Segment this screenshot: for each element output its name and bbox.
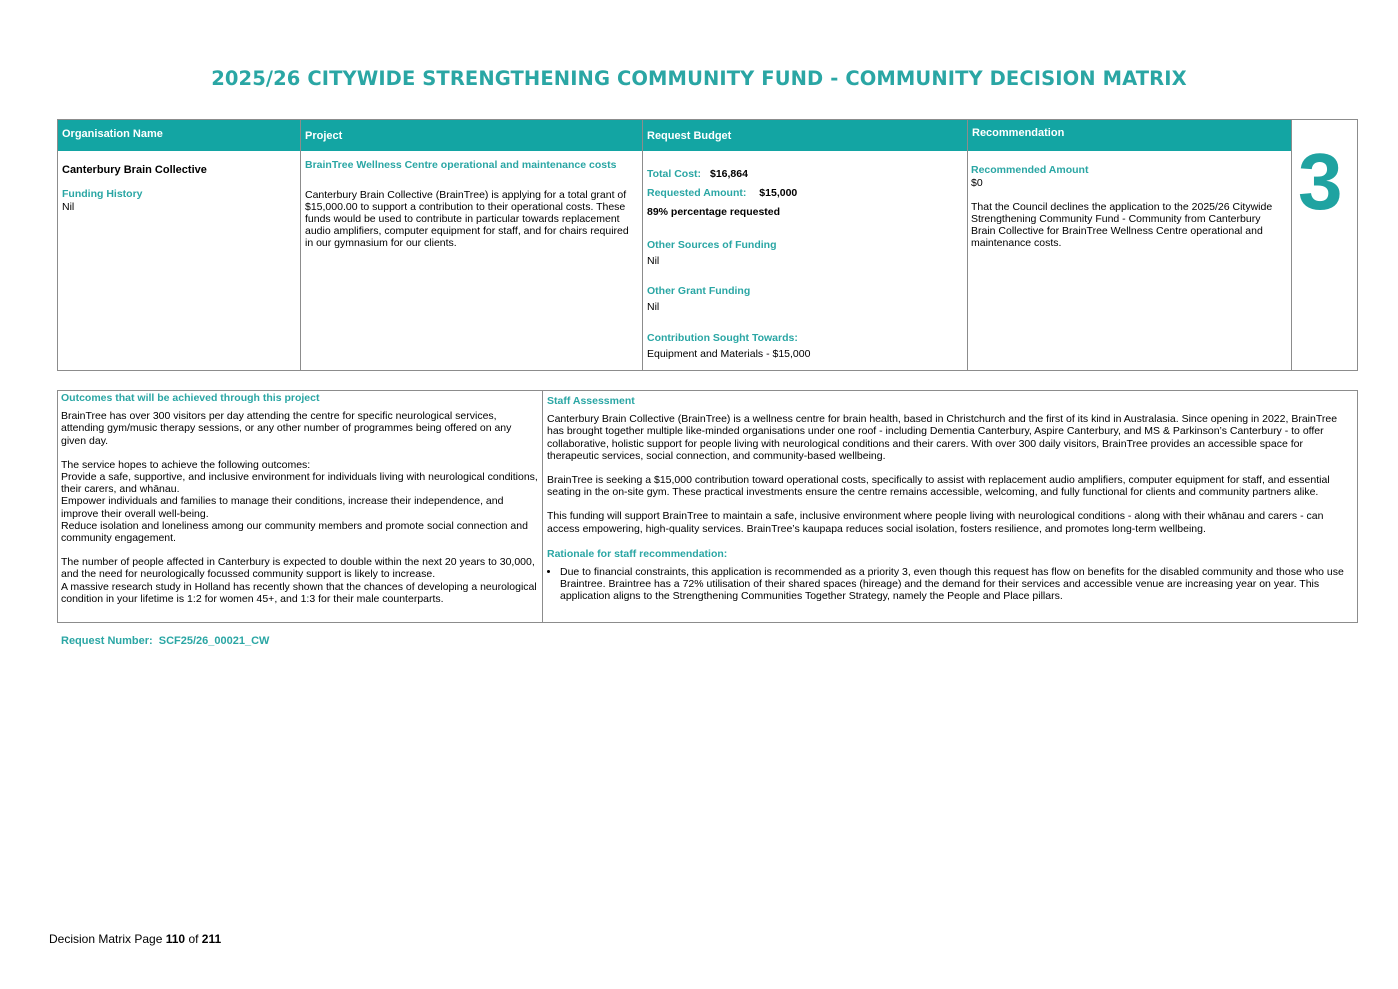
budget-cell [643,151,967,370]
other-sources-value: Nil [647,255,660,267]
assessment-table [57,390,1358,623]
header-budget: Request Budget [643,120,968,151]
outcomes-paragraph: A massive research study in Holland has recently shown that the chances of developing a neurological condition in your lifetime is 1:2 for women 45+, and 1:3 for their male counterparts. [61,580,537,605]
footer-page: 110 [165,932,186,946]
footer-of: of [188,932,199,946]
project-description: Canterbury Brain Collective (BrainTree) is applying for a total grant of $15,000.00 to support a contribution to their operational costs. These funds would be used to contribute in particular towards replacement audio amplifiers, computer equipment for staff, and for chairs required in our gymnasium for our clients. [305,189,629,249]
rationale-item: • Due to financial constraints, this application is recommended as a priority 3, even though this request has flow on benefits for the disabled community and those who use Braintree. Braintree has a 72% utilisation of their shared spaces (hireage) and the demand for their services and accessible venue are increasing year on year. This application aligns to the Strengthening Communities Together Strategy, namely the People and Place pillars. [560,566,1351,603]
other-grant-label: Other Grant Funding [647,285,751,297]
request-number-label: Request Number: [61,635,153,647]
organisation-name: Canterbury Brain Collective [62,164,207,176]
recommended-amount-label: Recommended Amount [971,164,1089,176]
other-sources-label: Other Sources of Funding [647,239,777,251]
recommendation-cell [968,151,1291,370]
column-divider [542,391,543,622]
header-project: Project [301,120,643,151]
outcomes-item: Reduce isolation and loneliness among our community members and promote social connection and community engagement. [61,519,528,545]
rationale-heading: Rationale for staff recommendation: [547,547,728,560]
footer-label: Decision Matrix Page [49,932,163,946]
request-number-value: SCF25/26_00021_CW [158,635,270,647]
rationale-list [547,566,1351,603]
funding-history-value: Nil [62,201,75,213]
priority-number: 3 [1298,137,1343,226]
request-number [61,635,269,647]
decision-table [57,119,1358,371]
requested-amount [647,187,797,199]
outcomes-heading: Outcomes that will be achieved through this project [61,392,320,404]
recommendation-text: That the Council declines the application to the 2025/26 Citywide Strengthening Community Fund - Community from Canterbury Brain Collective for BrainTree Wellness Centre operational and maintenance costs. [971,201,1273,249]
outcomes-item: Empower individuals and families to manage their conditions, increase their independence, and improve their overall well-being. [61,495,504,520]
contribution-value: Equipment and Materials - $15,000 [647,348,811,360]
other-grant-value: Nil [647,301,660,313]
staff-assessment-heading: Staff Assessment [547,395,635,407]
staff-assessment-cell [547,395,1351,603]
staff-assessment-paragraph: Canterbury Brain Collective (BrainTree) is a wellness centre for brain health, based in Christchurch and the first of its kind in Australasia. Since opening in 2022, BrainTree has brought together multiple like-minded organisations under one roof - including Dementia Canterbury, Aspire Canterbury, and MS & Parkinson’s Canterbury - to offer collaborative, holistic support for people living with neurological conditions and their carers. With over 300 daily visitors, BrainTree provides an accessible space for therapeutic services, social connection, and community-based wellbeing. [547,413,1338,462]
outcomes-intro: The service hopes to achieve the following outcomes: [61,458,311,471]
total-cost-label: Total Cost: [647,168,702,180]
outcomes-item: Provide a safe, supportive, and inclusive environment for individuals living with neurological conditions, their carers, and whānau. [61,471,538,496]
page-footer [49,932,221,946]
staff-assessment-paragraph: BrainTree is seeking a $15,000 contribution toward operational costs, specifically to assist with replacement audio amplifiers, computer equipment for staff, and essential seating in the on-site gym. These practical investments ensure the centre remains accessible, welcoming, and fully functional for clients and community partners alike. [547,474,1330,499]
header-organisation: Organisation Name [58,120,301,151]
outcomes-paragraph: BrainTree has over 300 visitors per day attending the centre for specific neurological services, attending gym/music therapy sessions, or any other number of programmes being offered on any given day. [61,410,512,447]
page-title: 2025/26 CITYWIDE STRENGTHENING COMMUNITY FUND - COMMUNITY DECISION MATRIX [211,67,1187,90]
staff-assessment-paragraph: This funding will support BrainTree to maintain a safe, inclusive environment where people living with neurological conditions - along with their whānau and carers - can access empowering, high-quality services. BrainTree’s kaupapa reduces social isolation, fosters resilience, and promotes long-term wellbeing. [547,510,1324,535]
requested-amount-label: Requested Amount: [647,187,747,199]
outcomes-cell [61,392,539,605]
recommended-amount-value: $0 [971,177,983,189]
contribution-label: Contribution Sought Towards: [647,332,798,344]
project-name: BrainTree Wellness Centre operational and maintenance costs [305,159,617,171]
total-cost-value: $16,864 [709,168,748,180]
total-cost [647,168,748,180]
percentage-requested: 89% percentage requested [647,206,781,218]
outcomes-paragraph: The number of people affected in Canterbury is expected to double within the next 20 years to 30,000, and the need for neurologically focussed community support is likely to increase. [61,556,535,581]
header-recommendation: Recommendation [968,120,1292,151]
requested-amount-value: $15,000 [759,187,798,199]
project-cell [301,151,642,370]
column-divider [1291,120,1292,370]
footer-total: 211 [201,932,222,946]
funding-history-label: Funding History [62,188,143,200]
organisation-cell [58,151,300,370]
